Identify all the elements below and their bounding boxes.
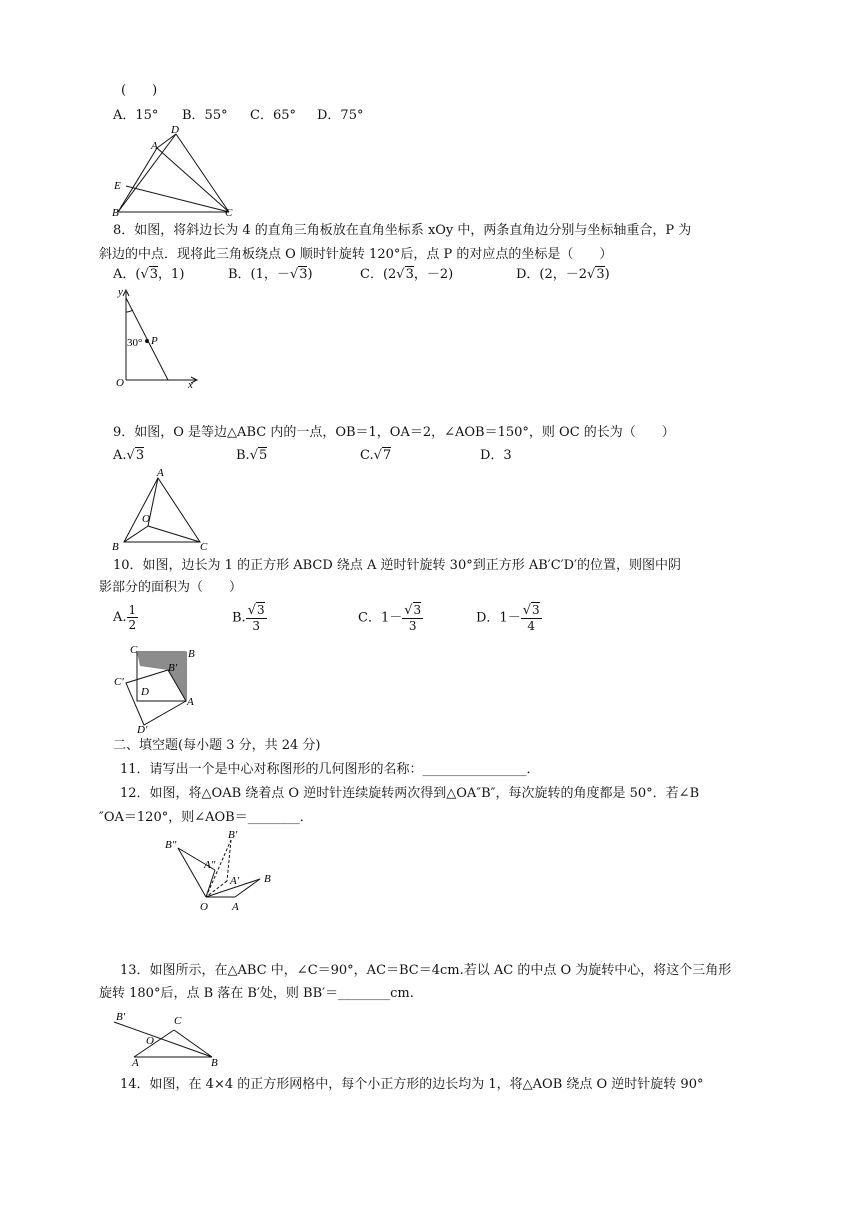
q7-label-e: E (114, 180, 121, 192)
q10-option-c: C．1－ $\frac{√3}{3}$ (358, 603, 422, 633)
q8-option-b: B．(1，－√3) (228, 267, 313, 282)
q12-figure (160, 826, 290, 916)
q10-figure (108, 643, 208, 735)
q8-figure (108, 286, 208, 396)
q10-label-c: C (130, 644, 138, 656)
q9-option-c: C.√7 (360, 448, 392, 463)
q9-label-a: A (157, 467, 164, 479)
q7-option-a: A．15° (113, 108, 159, 123)
q9-option-b: B.√5 (236, 448, 268, 463)
q13-label-b: B (211, 1057, 218, 1069)
q8-option-d: D．(2，－2√3) (516, 267, 610, 282)
q13-figure (108, 1008, 228, 1070)
q10-stem-line1: 10．如图，边长为 1 的正方形 ABCD 绕点 A 逆时针旋转 30°到正方形 AB′C′D′的位置，则图中阴 (113, 558, 682, 573)
q10-label-d-prime: D′ (137, 724, 148, 736)
q12-label-b: B (264, 873, 271, 885)
q8-label-p: P (151, 335, 158, 347)
q12-label-o: O (200, 901, 208, 913)
q13-stem-line2: 旋转 180°后，点 B 落在 B′处，则 BB′＝________cm. (99, 986, 414, 1001)
q8-point-p (145, 339, 149, 343)
q8-stem-line2: 斜边的中点．现将此三角板绕点 O 顺时针旋转 120°后，点 P 的对应点的坐标是（ ） (99, 247, 613, 262)
q10-stem-line2: 影部分的面积为（ ） (99, 580, 243, 595)
q13-label-a: A (132, 1057, 139, 1069)
q13-label-o: O (146, 1035, 154, 1047)
q9-stem: 9．如图，O 是等边△ABC 内的一点，OB＝1，OA＝2，∠AOB＝150°，则 OC 的长为（ ） (113, 425, 675, 440)
section-2-heading: 二、填空题(每小题 3 分，共 24 分) (113, 738, 321, 753)
q8-label-o: O (116, 377, 124, 389)
q14-stem: 14．如图，在 4×4 的正方形网格中，每个小正方形的边长均为 1，将△AOB 绕点 O 逆时针旋转 90° (120, 1077, 704, 1092)
q12-stem-line1: 12．如图，将△OAB 绕着点 O 逆时针连续旋转两次得到△OA″B″，每次旋转的角度都是 50°．若∠B (120, 786, 700, 801)
q12-label-a-double-prime: A″ (204, 859, 216, 871)
q9-option-a: A.√3 (113, 448, 145, 463)
q12-label-b-prime: B′ (228, 829, 238, 841)
q10-label-b-prime: B′ (168, 662, 178, 674)
q9-option-d: D．3 (480, 448, 512, 463)
q10-label-c-prime: C′ (114, 676, 124, 688)
q7-label-c: C (225, 207, 233, 219)
q8-label-y: y (118, 286, 123, 298)
q9-label-o: O (142, 513, 150, 525)
q8-stem-line1: 8．如图，将斜边长为 4 的直角三角板放在直角坐标系 xOy 中，两条直角边分别与坐标轴重合，P 为 (113, 223, 692, 238)
q12-label-a-prime: A′ (230, 875, 240, 887)
q12-label-a: A (232, 901, 239, 913)
q10-label-d: D (141, 686, 149, 698)
q7-label-d: D (171, 124, 179, 136)
q9-label-c: C (200, 541, 208, 553)
q7-option-b: B．55° (182, 108, 228, 123)
q7-answer-paren: ( ) (121, 83, 158, 98)
q7-label-a: A (151, 140, 158, 152)
q12-stem-line2: ″OA＝120°，则∠AOB＝________． (99, 810, 313, 825)
q8-label-x: x (188, 379, 193, 391)
q9-figure (108, 466, 218, 556)
q8-option-a: A．(√3，1) (113, 267, 185, 282)
q13-label-c: C (174, 1015, 182, 1027)
q10-option-d: D．1－ $\frac{√3}{4}$ (476, 603, 540, 633)
q7-label-b: B (112, 207, 119, 219)
q8-label-30deg: 30° (127, 337, 143, 349)
q10-option-a: A. $\frac{1}{2}$ (113, 603, 137, 632)
q11-stem: 11．请写出一个是中心对称图形的几何图形的名称：________________． (120, 762, 540, 777)
q7-figure (105, 124, 245, 224)
q13-label-b-prime: B′ (116, 1011, 126, 1023)
q8-option-c: C．(2√3，－2) (360, 267, 454, 282)
q7-option-d: D．75° (317, 108, 364, 123)
q13-stem-line1: 13．如图所示，在△ABC 中，∠C＝90°，AC＝BC＝4cm.若以 AC 的中点 O 为旋转中心，将这个三角形 (120, 963, 732, 978)
q10-label-b: B (188, 648, 195, 660)
q10-label-a: A (187, 696, 194, 708)
q7-option-c: C．65° (250, 108, 296, 123)
q12-label-b-double-prime: B″ (165, 839, 177, 851)
q10-option-b: B. $\frac{√3}{3}$ (232, 603, 265, 633)
q9-label-b: B (112, 541, 119, 553)
